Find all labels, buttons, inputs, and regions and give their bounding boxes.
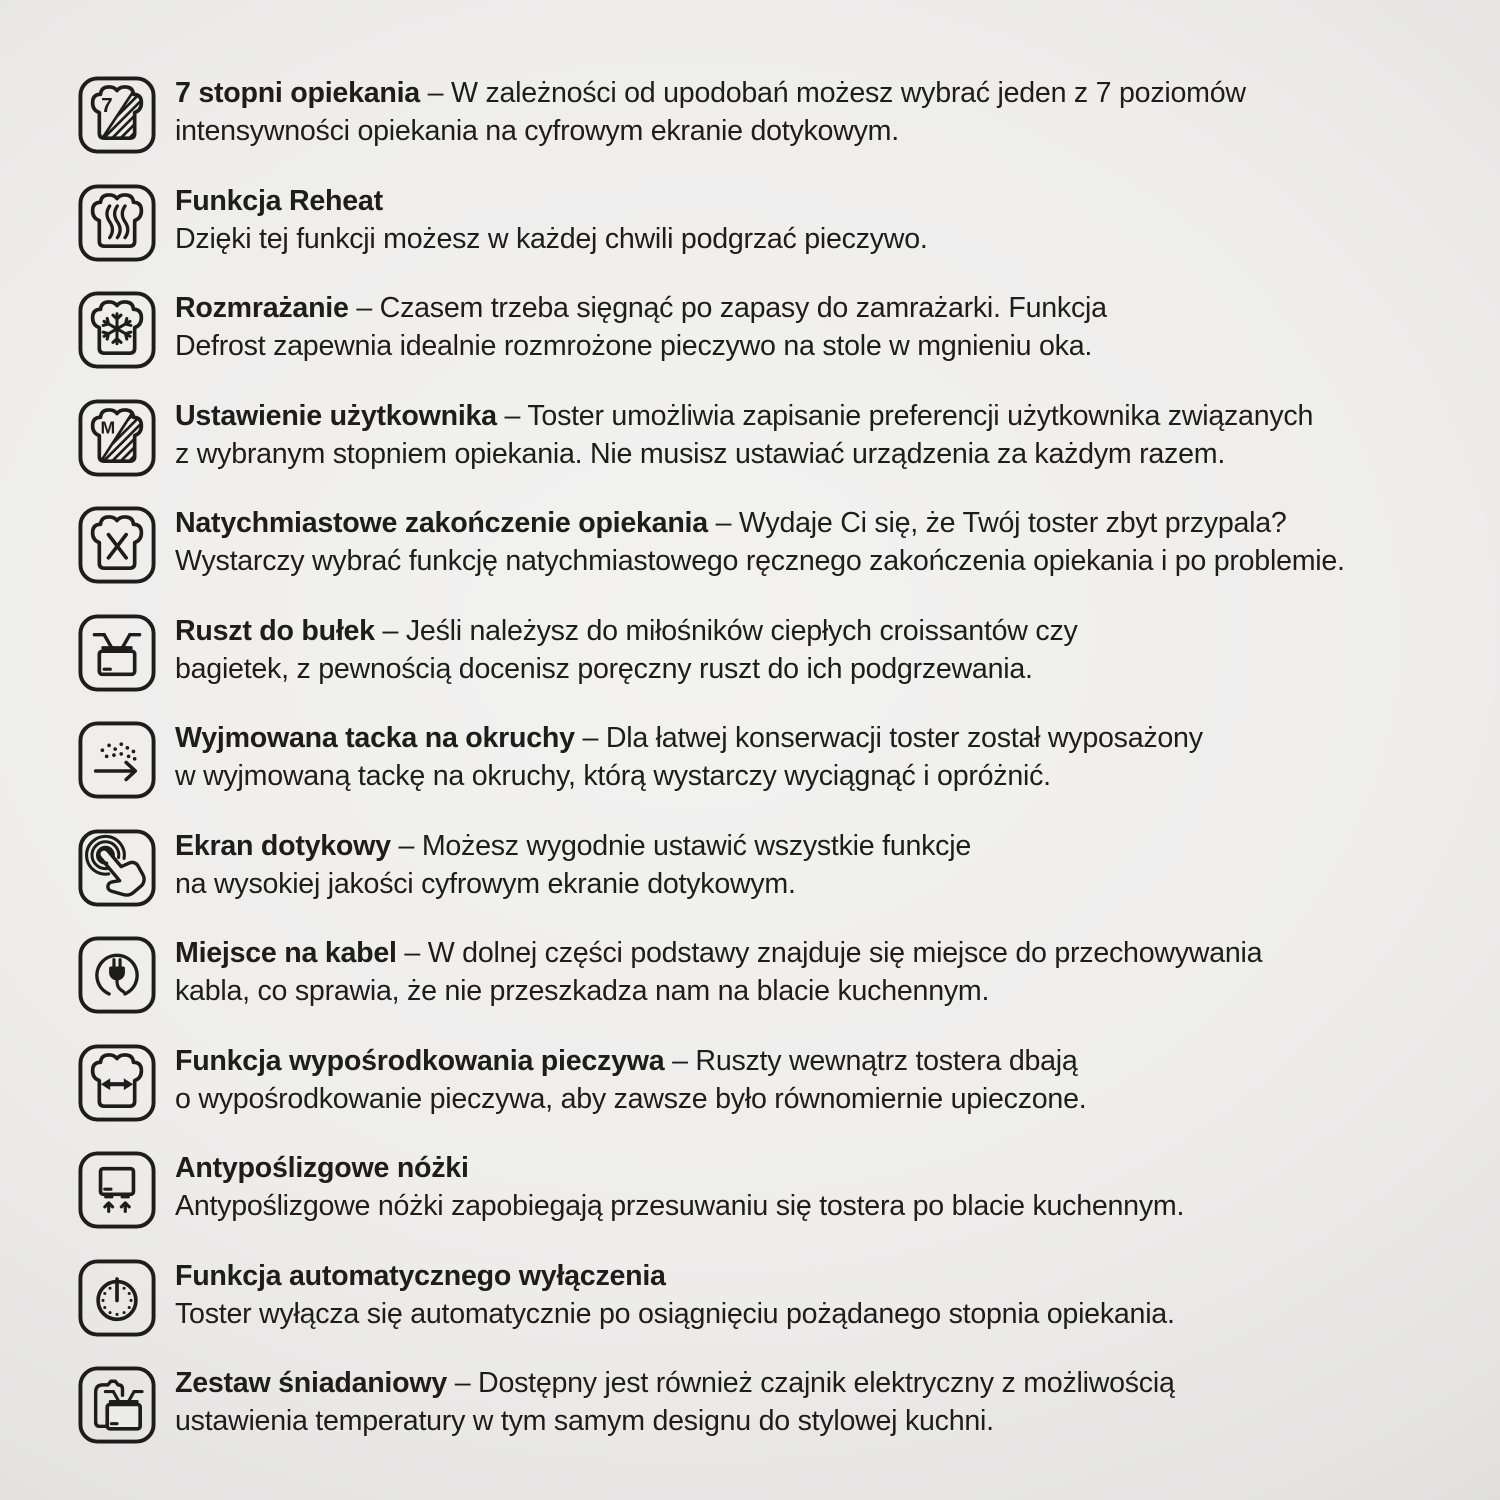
feature-line2: bagietek, z pewnością docenisz poręczny ruszt do ich podgrzewania. <box>175 652 1033 685</box>
feature-line2: Antypoślizgowe nóżki zapobiegają przesuwaniu się tostera po blacie kuchennym. <box>175 1190 1185 1222</box>
feature-title: Rozmrażanie <box>175 292 349 324</box>
feature-line1-rest: – Toster umożliwia zapisanie preferencji użytkownika związanych <box>496 399 1314 432</box>
feature-line1-rest: – Ruszty wewnątrz tostera dbają <box>664 1044 1078 1077</box>
feature-line1 <box>175 182 928 220</box>
feature-title: Ruszt do bułek <box>175 614 375 647</box>
feature-text <box>175 827 971 903</box>
feature-row <box>78 612 1480 720</box>
feature-text <box>175 182 928 258</box>
feature-title: Antypoślizgowe nóżki <box>175 1152 469 1184</box>
feature-text <box>175 1149 1184 1225</box>
feature-line1 <box>175 719 1203 757</box>
feature-line2: Wystarczy wybrać funkcję natychmiastowego ręcznego zakończenia opiekania i po problemie. <box>175 545 1345 577</box>
feature-line1-rest: – Możesz wygodnie ustawić wszystkie funkcje <box>390 829 971 862</box>
feature-line2: Defrost zapewnia idealnie rozmrożone pieczywo na stole w mgnieniu oka. <box>175 330 1093 362</box>
feature-line1 <box>175 612 1078 650</box>
feature-row <box>78 289 1480 397</box>
feature-title: 7 stopni opiekania <box>175 77 420 109</box>
feature-line1-rest: – W dolnej części podstawy znajduje się miejsce do przechowywania <box>396 937 1263 969</box>
feature-row <box>78 934 1480 1042</box>
feature-row <box>78 504 1480 612</box>
auto-off-icon <box>78 1259 156 1337</box>
feature-line1-rest: – Czasem trzeba sięgnąć po zapasy do zamrażarki. Funkcja <box>348 292 1107 324</box>
toast-reheat-icon <box>78 184 156 262</box>
feature-text <box>175 934 1262 1010</box>
feature-line1 <box>175 1364 1175 1402</box>
feature-row <box>78 74 1480 182</box>
feature-title: Ekran dotykowy <box>175 829 391 862</box>
feature-text <box>175 74 1246 150</box>
touch-screen-icon <box>78 829 156 907</box>
feature-text <box>175 1364 1175 1440</box>
feature-line1-rest: – Dostępny jest również czajnik elektryczny z możliwością <box>447 1367 1175 1399</box>
feature-row <box>78 182 1480 290</box>
feature-text <box>175 1257 1175 1333</box>
feature-line1 <box>175 397 1313 435</box>
cable-storage-icon <box>78 936 156 1014</box>
feature-row <box>78 1364 1480 1472</box>
feature-line2: w wyjmowaną tackę na okruchy, którą wystarczy wyciągnąć i opróżnić. <box>175 760 1051 792</box>
feature-title: Funkcja automatycznego wyłączenia <box>175 1259 666 1292</box>
feature-title: Wyjmowana tacka na okruchy <box>175 722 575 754</box>
bread-centering-icon <box>78 1044 156 1122</box>
feature-line1-rest: – Wydaje Ci się, że Twój toster zbyt przypala? <box>707 507 1287 539</box>
feature-line1 <box>175 504 1345 542</box>
feature-text <box>175 397 1313 473</box>
feature-row <box>78 719 1480 827</box>
feature-text <box>175 289 1107 365</box>
feature-line2: Dzięki tej funkcji możesz w każdej chwili podgrzać pieczywo. <box>175 222 928 255</box>
feature-line2: z wybranym stopniem opiekania. Nie musisz ustawiać urządzenia za każdym razem. <box>175 437 1226 470</box>
anti-slip-feet-icon <box>78 1151 156 1229</box>
feature-text <box>175 504 1345 580</box>
feature-row <box>78 397 1480 505</box>
feature-line2: ustawienia temperatury w tym samym designu do stylowej kuchni. <box>175 1405 994 1437</box>
feature-line1 <box>175 1042 1086 1080</box>
toast-defrost-icon <box>78 291 156 369</box>
feature-row <box>78 1042 1480 1150</box>
toast-cancel-icon <box>78 506 156 584</box>
feature-line1-rest: – W zależności od upodobań możesz wybrać jeden z 7 poziomów <box>419 77 1246 109</box>
feature-title: Miejsce na kabel <box>175 937 397 969</box>
feature-line2: o wypośrodkowanie pieczywa, aby zawsze było równomiernie upieczone. <box>175 1082 1087 1115</box>
feature-line1 <box>175 827 971 865</box>
feature-line2: kabla, co sprawia, że nie przeszkadza nam na blacie kuchennym. <box>175 975 990 1007</box>
feature-title: Funkcja Reheat <box>175 184 383 217</box>
feature-title: Funkcja wypośrodkowania pieczywa <box>175 1044 665 1077</box>
feature-line2: Toster wyłącza się automatycznie po osiągnięciu pożądanego stopnia opiekania. <box>175 1297 1175 1330</box>
feature-text <box>175 612 1078 688</box>
feature-row <box>78 1257 1480 1365</box>
breakfast-set-icon <box>78 1366 156 1444</box>
crumb-tray-icon <box>78 721 156 799</box>
feature-line1-rest: – Jeśli należysz do miłośników ciepłych croissantów czy <box>374 614 1078 647</box>
toast-level-7-icon <box>78 76 156 154</box>
feature-line1 <box>175 934 1262 972</box>
bun-rack-icon <box>78 614 156 692</box>
feature-line2: na wysokiej jakości cyfrowym ekranie dotykowym. <box>175 867 796 900</box>
feature-line2: intensywności opiekania na cyfrowym ekranie dotykowym. <box>175 115 899 147</box>
feature-row <box>78 1149 1480 1257</box>
feature-line1 <box>175 74 1246 112</box>
feature-line1 <box>175 1257 1175 1295</box>
feature-line1-rest: – Dla łatwej konserwacji toster został wyposażony <box>574 722 1203 754</box>
feature-line1 <box>175 289 1107 327</box>
feature-text <box>175 719 1203 795</box>
feature-title: Ustawienie użytkownika <box>175 399 497 432</box>
toast-memory-icon <box>78 399 156 477</box>
feature-line1 <box>175 1149 1184 1187</box>
feature-row <box>78 827 1480 935</box>
feature-text <box>175 1042 1086 1118</box>
feature-title: Natychmiastowe zakończenie opiekania <box>175 507 708 539</box>
feature-title: Zestaw śniadaniowy <box>175 1367 447 1399</box>
